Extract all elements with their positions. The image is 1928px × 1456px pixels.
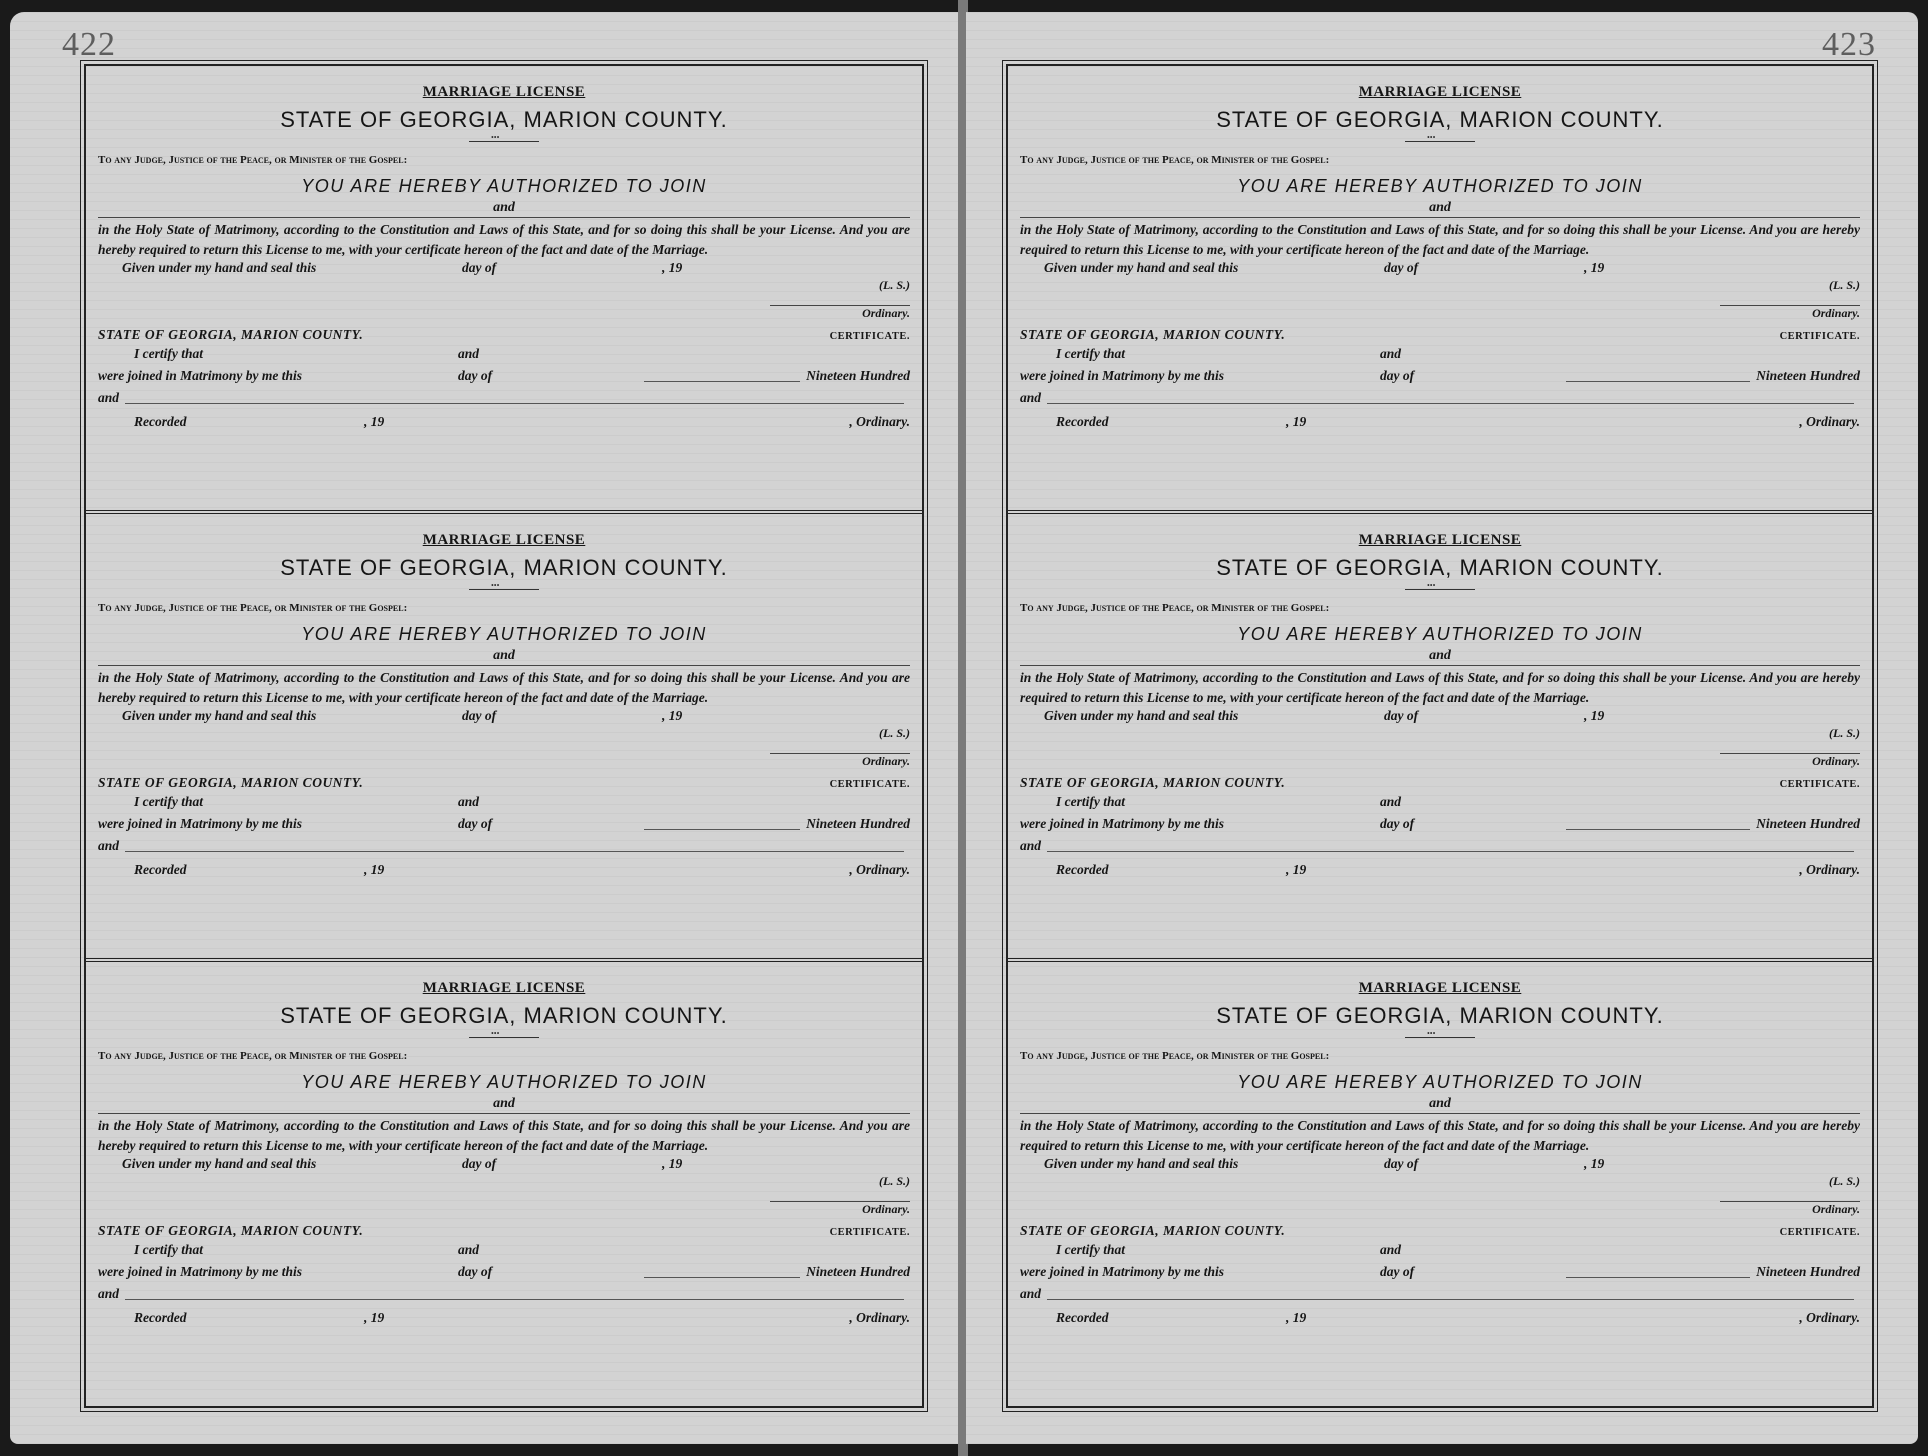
license-body-text: in the Holy State of Matrimony, according to the Constitution and Laws of this State, and for so doing this shall be your License. And you are hereby required to return this License to me, with your certificate hereon of the fact and date of the Marriage. [98, 670, 910, 705]
fill-line [125, 835, 904, 852]
certify-label: I certify that [1056, 1242, 1125, 1257]
given-label: Given under my hand and seal this [1044, 1156, 1239, 1171]
ornament-divider [469, 589, 539, 590]
certificate-state: STATE OF GEORGIA, MARION COUNTY. [98, 327, 364, 342]
and-row [98, 1283, 910, 1305]
certificate-header [1020, 1223, 1860, 1239]
fill-line [644, 813, 800, 830]
year-label: , 19 [1584, 708, 1605, 723]
marriage-license-form [86, 66, 922, 514]
given-label: Given under my hand and seal this [1044, 708, 1239, 723]
joined-row [98, 1261, 910, 1283]
joined-label: were joined in Matrimony by me this [98, 816, 303, 831]
ornament-divider [1405, 141, 1475, 142]
joined-label: were joined in Matrimony by me this [1020, 368, 1225, 383]
address-line: To any Judge, Justice of the Peace, or Minister of the Gospel: [98, 1050, 408, 1062]
seal-block [770, 1174, 910, 1217]
joined-day-of: day of [458, 368, 493, 383]
certificate-state: STATE OF GEORGIA, MARION COUNTY. [1020, 1223, 1286, 1238]
recorded-year: , 19 [364, 862, 385, 877]
names-line: and [98, 647, 910, 666]
recorded-label: Recorded [1056, 414, 1109, 429]
given-date-row [1020, 708, 1860, 724]
ornament-divider [469, 141, 539, 142]
day-of-label: day of [1384, 1156, 1419, 1171]
state-county-heading: STATE OF GEORGIA, MARION COUNTY. [1216, 555, 1664, 580]
nineteen-hundred-label: Nineteen Hundred [1756, 368, 1860, 383]
certify-row [98, 1239, 910, 1261]
recorded-row [98, 411, 910, 433]
page-frame [1006, 64, 1874, 1408]
recorded-year: , 19 [1286, 1310, 1307, 1325]
recorded-ordinary: , Ordinary. [1799, 862, 1860, 877]
recorded-ordinary: , Ordinary. [849, 1310, 910, 1325]
recorded-year: , 19 [1286, 862, 1307, 877]
ornament-divider [469, 1037, 539, 1038]
certify-row [98, 343, 910, 365]
address-line: To any Judge, Justice of the Peace, or Minister of the Gospel: [98, 602, 408, 614]
marriage-license-form [1008, 514, 1872, 962]
certificate-label: CERTIFICATE. [1779, 331, 1860, 342]
given-date-row [1020, 1156, 1860, 1172]
given-label: Given under my hand and seal this [122, 260, 317, 275]
recorded-year: , 19 [1286, 414, 1307, 429]
recorded-label: Recorded [1056, 1310, 1109, 1325]
authorization-heading: YOU ARE HEREBY AUTHORIZED TO JOIN [1237, 1072, 1643, 1092]
joined-label: were joined in Matrimony by me this [98, 368, 303, 383]
names-line: and [98, 1095, 910, 1114]
given-date-row [1020, 260, 1860, 276]
seal-block [1720, 726, 1860, 769]
and-label: and [1020, 1286, 1042, 1301]
signature-line [770, 741, 910, 754]
seal-row [98, 726, 910, 769]
authorization-heading: YOU ARE HEREBY AUTHORIZED TO JOIN [1237, 176, 1643, 196]
ordinary-label: Ordinary. [1812, 306, 1860, 320]
certificate-label: CERTIFICATE. [829, 1227, 910, 1238]
names-line: and [1020, 1095, 1860, 1114]
joined-row [98, 813, 910, 835]
state-county-heading: STATE OF GEORGIA, MARION COUNTY. [280, 107, 728, 132]
recorded-year: , 19 [364, 414, 385, 429]
joined-label: were joined in Matrimony by me this [1020, 1264, 1225, 1279]
recorded-row [1020, 411, 1860, 433]
seal-label: (L. S.) [879, 278, 910, 292]
recorded-row [98, 1307, 910, 1329]
recorded-row [1020, 1307, 1860, 1329]
joined-day-of: day of [458, 816, 493, 831]
and-row [1020, 387, 1860, 409]
day-of-label: day of [1384, 708, 1419, 723]
nineteen-hundred-label: Nineteen Hundred [806, 368, 910, 383]
seal-block [1720, 1174, 1860, 1217]
signature-line [1720, 1189, 1860, 1202]
and-row [1020, 1283, 1860, 1305]
recorded-year: , 19 [364, 1310, 385, 1325]
seal-row [98, 1174, 910, 1217]
joined-label: were joined in Matrimony by me this [1020, 816, 1225, 831]
seal-block [770, 726, 910, 769]
certificate-label: CERTIFICATE. [829, 779, 910, 790]
authorization-heading: YOU ARE HEREBY AUTHORIZED TO JOIN [301, 176, 707, 196]
joined-row [1020, 1261, 1860, 1283]
seal-label: (L. S.) [1829, 726, 1860, 740]
seal-label: (L. S.) [1829, 1174, 1860, 1188]
given-date-row [98, 260, 910, 276]
certificate-label: CERTIFICATE. [1779, 1227, 1860, 1238]
certify-row [1020, 1239, 1860, 1261]
nineteen-hundred-label: Nineteen Hundred [1756, 816, 1860, 831]
fill-line [125, 1283, 904, 1300]
certify-and: and [1380, 346, 1402, 361]
joined-day-of: day of [458, 1264, 493, 1279]
fill-line [1047, 387, 1854, 404]
seal-row [98, 278, 910, 321]
joined-row [1020, 813, 1860, 835]
fill-line [125, 387, 904, 404]
certify-and: and [458, 794, 480, 809]
certificate-header [98, 1223, 910, 1239]
recorded-label: Recorded [1056, 862, 1109, 877]
left-page [10, 12, 960, 1444]
year-label: , 19 [662, 1156, 683, 1171]
joined-day-of: day of [1380, 816, 1415, 831]
license-body-text: in the Holy State of Matrimony, according to the Constitution and Laws of this State, and for so doing this shall be your License. And you are hereby required to return this License to me, with your certificate hereon of the fact and date of the Marriage. [1020, 1118, 1860, 1153]
certificate-label: CERTIFICATE. [1779, 779, 1860, 790]
year-label: , 19 [1584, 260, 1605, 275]
certify-row [1020, 791, 1860, 813]
seal-row [1020, 278, 1860, 321]
authorization-heading: YOU ARE HEREBY AUTHORIZED TO JOIN [301, 624, 707, 644]
fill-line [644, 1261, 800, 1278]
and-row [1020, 835, 1860, 857]
license-body-text: in the Holy State of Matrimony, according to the Constitution and Laws of this State, and for so doing this shall be your License. And you are hereby required to return this License to me, with your certificate hereon of the fact and date of the Marriage. [98, 1118, 910, 1153]
and-row [98, 387, 910, 409]
marriage-license-form [1008, 962, 1872, 1406]
marriage-license-form [86, 962, 922, 1406]
page-number: 422 [62, 26, 116, 63]
given-date-row [98, 708, 910, 724]
certificate-header [1020, 775, 1860, 791]
seal-block [770, 278, 910, 321]
certify-and: and [458, 1242, 480, 1257]
day-of-label: day of [1384, 260, 1419, 275]
given-label: Given under my hand and seal this [122, 1156, 317, 1171]
ordinary-label: Ordinary. [862, 754, 910, 768]
license-title: MARRIAGE LICENSE [1358, 84, 1522, 100]
joined-row [98, 365, 910, 387]
address-line: To any Judge, Justice of the Peace, or Minister of the Gospel: [98, 154, 408, 166]
ornament-divider [1405, 1037, 1475, 1038]
state-county-heading: STATE OF GEORGIA, MARION COUNTY. [1216, 107, 1664, 132]
certify-and: and [458, 346, 480, 361]
license-title: MARRIAGE LICENSE [422, 980, 586, 996]
page-number: 423 [1822, 26, 1876, 63]
license-body-text: in the Holy State of Matrimony, according to the Constitution and Laws of this State, and for so doing this shall be your License. And you are hereby required to return this License to me, with your certificate hereon of the fact and date of the Marriage. [1020, 222, 1860, 257]
license-body-text: in the Holy State of Matrimony, according to the Constitution and Laws of this State, and for so doing this shall be your License. And you are hereby required to return this License to me, with your certificate hereon of the fact and date of the Marriage. [1020, 670, 1860, 705]
nineteen-hundred-label: Nineteen Hundred [806, 816, 910, 831]
recorded-label: Recorded [134, 1310, 187, 1325]
names-line: and [1020, 199, 1860, 218]
given-label: Given under my hand and seal this [122, 708, 317, 723]
and-label: and [98, 1286, 120, 1301]
ordinary-label: Ordinary. [1812, 1202, 1860, 1216]
address-line: To any Judge, Justice of the Peace, or Minister of the Gospel: [1020, 602, 1330, 614]
fill-line [1566, 813, 1750, 830]
certificate-header [98, 775, 910, 791]
ordinary-label: Ordinary. [862, 1202, 910, 1216]
license-title: MARRIAGE LICENSE [422, 84, 586, 100]
certificate-state: STATE OF GEORGIA, MARION COUNTY. [98, 775, 364, 790]
and-label: and [98, 390, 120, 405]
license-title: MARRIAGE LICENSE [422, 532, 586, 548]
year-label: , 19 [1584, 1156, 1605, 1171]
fill-line [644, 365, 800, 382]
joined-row [1020, 365, 1860, 387]
and-label: and [98, 838, 120, 853]
recorded-label: Recorded [134, 414, 187, 429]
and-label: and [1020, 838, 1042, 853]
fill-line [1566, 1261, 1750, 1278]
fill-line [1566, 365, 1750, 382]
certificate-header [98, 327, 910, 343]
joined-label: were joined in Matrimony by me this [98, 1264, 303, 1279]
authorization-heading: YOU ARE HEREBY AUTHORIZED TO JOIN [1237, 624, 1643, 644]
right-page [966, 12, 1918, 1444]
certify-label: I certify that [1056, 346, 1125, 361]
marriage-license-form [1008, 66, 1872, 514]
marriage-license-form [86, 514, 922, 962]
state-county-heading: STATE OF GEORGIA, MARION COUNTY. [280, 555, 728, 580]
seal-label: (L. S.) [879, 726, 910, 740]
day-of-label: day of [462, 708, 497, 723]
year-label: , 19 [662, 260, 683, 275]
recorded-row [1020, 859, 1860, 881]
certificate-state: STATE OF GEORGIA, MARION COUNTY. [98, 1223, 364, 1238]
certificate-label: CERTIFICATE. [829, 331, 910, 342]
recorded-label: Recorded [134, 862, 187, 877]
certificate-state: STATE OF GEORGIA, MARION COUNTY. [1020, 775, 1286, 790]
signature-line [1720, 293, 1860, 306]
certificate-header [1020, 327, 1860, 343]
address-line: To any Judge, Justice of the Peace, or Minister of the Gospel: [1020, 1050, 1330, 1062]
recorded-ordinary: , Ordinary. [849, 414, 910, 429]
certify-label: I certify that [134, 794, 203, 809]
state-county-heading: STATE OF GEORGIA, MARION COUNTY. [1216, 1003, 1664, 1028]
given-date-row [98, 1156, 910, 1172]
joined-day-of: day of [1380, 368, 1415, 383]
joined-day-of: day of [1380, 1264, 1415, 1279]
and-row [98, 835, 910, 857]
recorded-ordinary: , Ordinary. [1799, 414, 1860, 429]
seal-label: (L. S.) [1829, 278, 1860, 292]
year-label: , 19 [662, 708, 683, 723]
given-label: Given under my hand and seal this [1044, 260, 1239, 275]
ornament-divider [1405, 589, 1475, 590]
certify-row [1020, 343, 1860, 365]
certify-label: I certify that [134, 1242, 203, 1257]
ordinary-label: Ordinary. [1812, 754, 1860, 768]
signature-line [770, 293, 910, 306]
certify-row [98, 791, 910, 813]
certify-and: and [1380, 1242, 1402, 1257]
certify-and: and [1380, 794, 1402, 809]
address-line: To any Judge, Justice of the Peace, or Minister of the Gospel: [1020, 154, 1330, 166]
forms-column [1008, 66, 1872, 1406]
seal-row [1020, 1174, 1860, 1217]
nineteen-hundred-label: Nineteen Hundred [1756, 1264, 1860, 1279]
day-of-label: day of [462, 1156, 497, 1171]
page-frame [84, 64, 924, 1408]
and-label: and [1020, 390, 1042, 405]
license-body-text: in the Holy State of Matrimony, according to the Constitution and Laws of this State, and for so doing this shall be your License. And you are hereby required to return this License to me, with your certificate hereon of the fact and date of the Marriage. [98, 222, 910, 257]
authorization-heading: YOU ARE HEREBY AUTHORIZED TO JOIN [301, 1072, 707, 1092]
nineteen-hundred-label: Nineteen Hundred [806, 1264, 910, 1279]
seal-block [1720, 278, 1860, 321]
certificate-state: STATE OF GEORGIA, MARION COUNTY. [1020, 327, 1286, 342]
license-title: MARRIAGE LICENSE [1358, 980, 1522, 996]
names-line: and [1020, 647, 1860, 666]
recorded-row [98, 859, 910, 881]
certify-label: I certify that [134, 346, 203, 361]
names-line: and [98, 199, 910, 218]
seal-label: (L. S.) [879, 1174, 910, 1188]
state-county-heading: STATE OF GEORGIA, MARION COUNTY. [280, 1003, 728, 1028]
signature-line [770, 1189, 910, 1202]
certify-label: I certify that [1056, 794, 1125, 809]
recorded-ordinary: , Ordinary. [849, 862, 910, 877]
day-of-label: day of [462, 260, 497, 275]
fill-line [1047, 835, 1854, 852]
recorded-ordinary: , Ordinary. [1799, 1310, 1860, 1325]
fill-line [1047, 1283, 1854, 1300]
signature-line [1720, 741, 1860, 754]
ordinary-label: Ordinary. [862, 306, 910, 320]
license-title: MARRIAGE LICENSE [1358, 532, 1522, 548]
forms-column [86, 66, 922, 1406]
seal-row [1020, 726, 1860, 769]
